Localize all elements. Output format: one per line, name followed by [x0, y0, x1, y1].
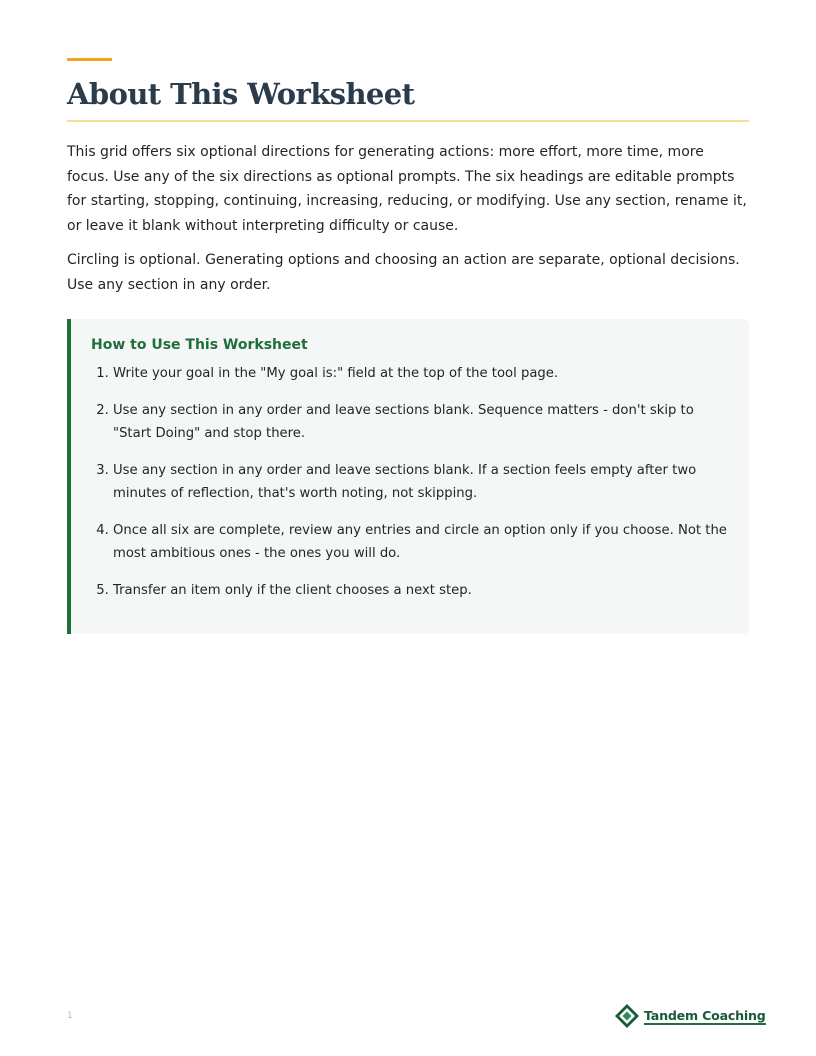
- title-divider: [67, 120, 749, 122]
- step-item: 4. Once all six are complete, review any entries and circle an option only if you choose. Not the most ambitious ones - the ones you will do.: [113, 519, 729, 565]
- step-item: 3. Use any section in any order and leave sections blank. If a section feels empty after two minutes of reflection, that's worth noting, not skipping.: [113, 459, 729, 505]
- page-title: About This Worksheet: [67, 77, 415, 111]
- brand-name: Tandem Coaching: [644, 1007, 766, 1023]
- step-item: 2. Use any section in any order and leave sections blank. Sequence matters - don't skip to "Start Doing" and stop there.: [113, 399, 729, 445]
- how-to-callout: [67, 319, 749, 634]
- page-number: 1: [67, 1011, 73, 1021]
- intro-paragraph: This grid offers six optional directions for generating actions: more effort, more time, more focus. Use any of the six directions as optional prompts. The six headings are editable prompts for starting, stopping, continuing, increasing, reducing, or modifying. Use any section, rename it, or leave it blank without interpreting difficulty or cause.: [67, 144, 747, 234]
- diamond-logo-icon: [614, 1003, 640, 1029]
- callout-title: How to Use This Worksheet: [91, 337, 308, 353]
- step-item: 1. Write your goal in the "My goal is:" field at the top of the tool page.: [113, 362, 729, 385]
- intro-section: [67, 140, 749, 308]
- steps-list: [91, 362, 729, 602]
- brand-logo: [614, 1003, 766, 1029]
- title-accent-bar: [67, 58, 112, 61]
- step-item: 5. Transfer an item only if the client chooses a next step.: [113, 579, 729, 602]
- intro-paragraph: Circling is optional. Generating options and choosing an action are separate, optional decisions. Use any section in any order.: [67, 252, 740, 293]
